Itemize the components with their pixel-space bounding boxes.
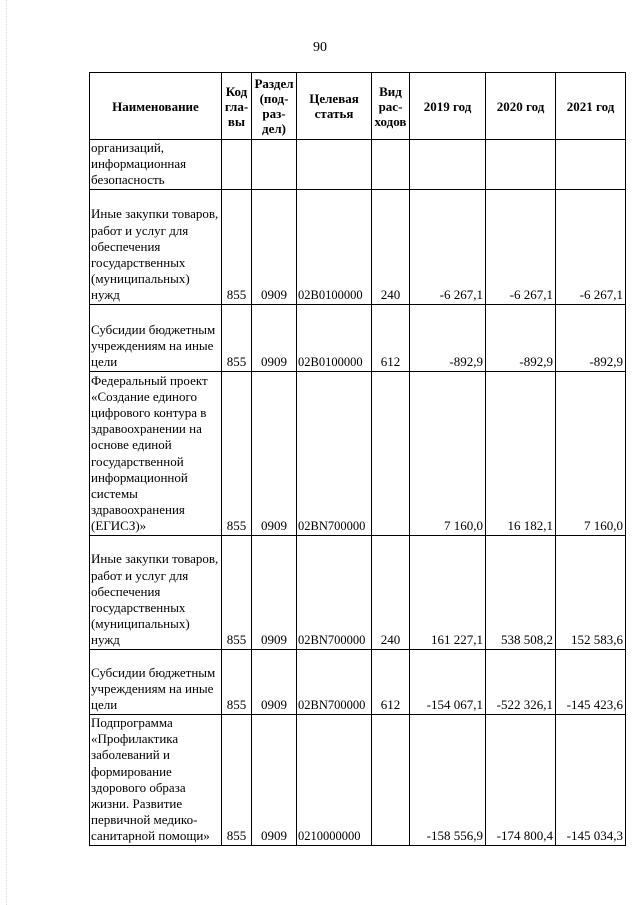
table-row — [90, 140, 626, 190]
row-2021: -145 034,3 — [556, 714, 626, 845]
budget-table — [89, 72, 626, 846]
table-row — [90, 714, 626, 845]
row-chapter: 855 — [222, 649, 252, 714]
row-target — [297, 140, 372, 190]
row-2021: -892,9 — [556, 304, 626, 371]
row-2021: -6 267,1 — [556, 189, 626, 304]
row-target: 02BN700000 — [297, 371, 372, 535]
row-section: 0909 — [252, 649, 297, 714]
row-2019: 7 160,0 — [410, 371, 486, 535]
row-expense: 612 — [372, 649, 410, 714]
header-year-2021: 2021 год — [556, 73, 626, 140]
row-2019: -892,9 — [410, 304, 486, 371]
row-2020: -522 326,1 — [486, 649, 556, 714]
row-2020: -892,9 — [486, 304, 556, 371]
row-2019: -6 267,1 — [410, 189, 486, 304]
row-chapter — [222, 140, 252, 190]
header-name: Наименование — [90, 73, 222, 140]
row-2020 — [486, 140, 556, 190]
row-chapter: 855 — [222, 304, 252, 371]
header-expense-type: Вид рас-ходов — [372, 73, 410, 140]
row-name: Иные закупки товаров, работ и услуг для обеспечения государственных (муниципальных) нужд — [90, 535, 222, 649]
row-2021: 7 160,0 — [556, 371, 626, 535]
header-row — [90, 73, 626, 140]
row-expense — [372, 371, 410, 535]
row-name: организаций, информационная безопасность — [90, 140, 222, 190]
row-2019: -154 067,1 — [410, 649, 486, 714]
row-2019 — [410, 140, 486, 190]
row-2021: -145 423,6 — [556, 649, 626, 714]
table-row — [90, 649, 626, 714]
row-section — [252, 140, 297, 190]
row-section: 0909 — [252, 304, 297, 371]
row-expense: 240 — [372, 535, 410, 649]
row-2020: 16 182,1 — [486, 371, 556, 535]
row-section: 0909 — [252, 189, 297, 304]
row-2020: 538 508,2 — [486, 535, 556, 649]
row-2020: -174 800,4 — [486, 714, 556, 845]
row-name: Субсидии бюджетным учреждениям на иные цели — [90, 304, 222, 371]
row-target: 02В0100000 — [297, 189, 372, 304]
row-name: Федеральный проект «Создание единого цифрового контура в здравоохранении на основе единой государственной информационной системы здравоохранения (ЕГИСЗ)» — [90, 371, 222, 535]
row-section: 0909 — [252, 535, 297, 649]
row-2020: -6 267,1 — [486, 189, 556, 304]
row-section: 0909 — [252, 714, 297, 845]
header-target-article: Целевая статья — [297, 73, 372, 140]
row-chapter: 855 — [222, 371, 252, 535]
row-name: Подпрограмма «Профилактика заболеваний и формирование здорового образа жизни. Развитие первичной медико-санитарной помощи» — [90, 714, 222, 845]
row-target: 02В0100000 — [297, 304, 372, 371]
row-name: Иные закупки товаров, работ и услуг для обеспечения государственных (муниципальных) нужд — [90, 189, 222, 304]
row-chapter: 855 — [222, 189, 252, 304]
row-expense — [372, 140, 410, 190]
header-year-2019: 2019 год — [410, 73, 486, 140]
table-row — [90, 304, 626, 371]
row-chapter: 855 — [222, 714, 252, 845]
row-target: 02BN700000 — [297, 535, 372, 649]
row-target: 02BN700000 — [297, 649, 372, 714]
row-section: 0909 — [252, 371, 297, 535]
header-chapter-code: Код гла-вы — [222, 73, 252, 140]
table-row — [90, 371, 626, 535]
row-2021 — [556, 140, 626, 190]
row-expense: 612 — [372, 304, 410, 371]
row-name: Субсидии бюджетным учреждениям на иные цели — [90, 649, 222, 714]
header-section: Раздел (под-раз-дел) — [252, 73, 297, 140]
table-row — [90, 535, 626, 649]
row-expense — [372, 714, 410, 845]
row-2021: 152 583,6 — [556, 535, 626, 649]
page-number: 90 — [313, 40, 327, 55]
table-row — [90, 189, 626, 304]
scan-edge-artifact — [6, 0, 9, 905]
row-2019: -158 556,9 — [410, 714, 486, 845]
row-chapter: 855 — [222, 535, 252, 649]
row-target: 0210000000 — [297, 714, 372, 845]
row-2019: 161 227,1 — [410, 535, 486, 649]
row-expense: 240 — [372, 189, 410, 304]
header-year-2020: 2020 год — [486, 73, 556, 140]
